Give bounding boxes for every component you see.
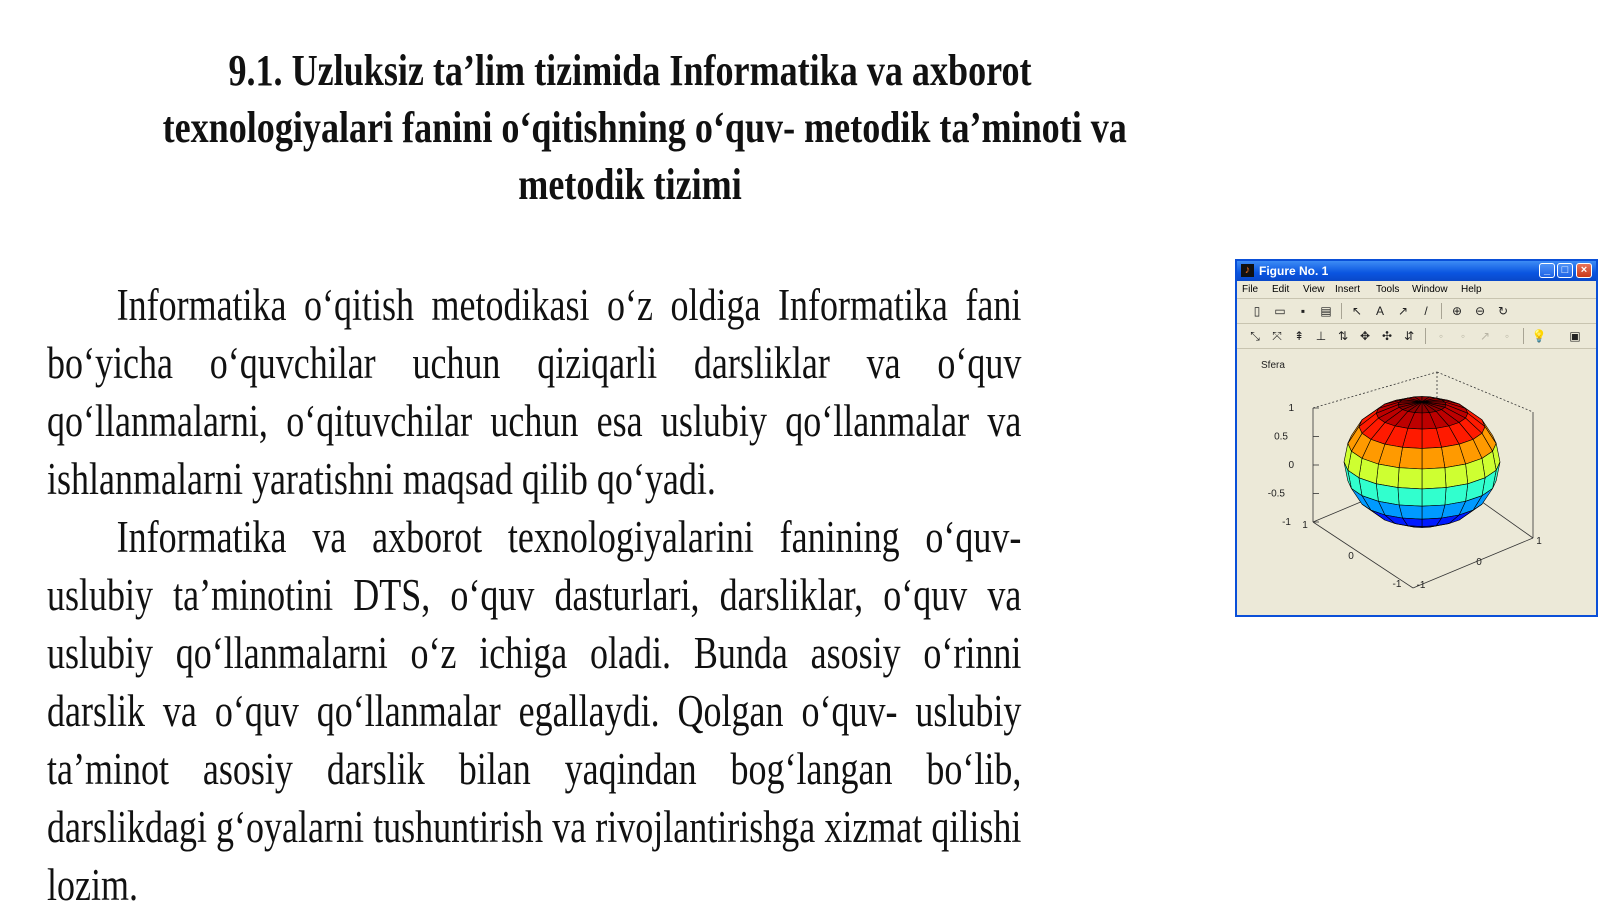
maximize-button[interactable]: □	[1557, 263, 1573, 278]
menu-tools[interactable]: Tools	[1376, 284, 1400, 295]
close-button[interactable]: ×	[1576, 263, 1592, 278]
layout-icon[interactable]: ▣	[1569, 329, 1581, 343]
z-tick-label: 0.5	[1274, 431, 1288, 443]
menu-insert[interactable]: Insert	[1335, 284, 1361, 295]
sphere-patch	[1422, 488, 1446, 507]
paragraph-1-text: Informatika o‘qitish metodikasi o‘z oldiga Informatika fani bo‘yicha o‘quvchilar uchun qiziqarli darsliklar va o‘quv qo‘llanmalarni, o‘qituvchilar uchun esa uslubiy qo‘llanmalar va ishlanmalarni yaratishni maqsad qilib qo‘yadi.	[47, 280, 1022, 504]
sphere-patch	[1422, 447, 1445, 469]
y-tick-label: 0	[1476, 557, 1482, 568]
new-file-icon[interactable]: ▯	[1253, 304, 1261, 318]
pointer-icon[interactable]: ↖	[1351, 304, 1363, 318]
tool-7-icon[interactable]: ✣	[1381, 329, 1393, 343]
sphere-patch	[1398, 488, 1422, 507]
menu-file[interactable]: File	[1242, 284, 1259, 295]
axis-edge-8	[1413, 538, 1533, 588]
tool-8-icon[interactable]: ⇵	[1403, 329, 1415, 343]
tool-6-icon[interactable]: ✥	[1359, 329, 1371, 343]
tool-10-icon[interactable]: ◦	[1460, 329, 1466, 343]
text-icon[interactable]: A	[1375, 304, 1384, 318]
tool-4-icon[interactable]: ⊥	[1315, 329, 1327, 343]
slide-title	[162, 42, 1127, 213]
line-icon[interactable]: /	[1424, 304, 1428, 318]
paragraph-1	[47, 276, 1021, 508]
sphere-patch	[1376, 464, 1399, 488]
tool-1-icon[interactable]: ⤡	[1250, 329, 1260, 343]
toolbar-camera	[1237, 324, 1596, 349]
arrow-icon[interactable]: ↗	[1397, 304, 1409, 318]
window-title: Figure No. 1	[1259, 264, 1329, 278]
light-icon[interactable]: 💡	[1531, 329, 1547, 343]
save-icon[interactable]: ▪	[1300, 304, 1306, 318]
toolbar-main	[1237, 299, 1596, 324]
paragraph-2	[47, 508, 1021, 914]
sphere-plot	[1237, 352, 1596, 615]
menu-help[interactable]: Help	[1461, 284, 1482, 295]
print-icon[interactable]: ▤	[1320, 304, 1332, 318]
menu-edit[interactable]: Edit	[1272, 284, 1290, 295]
tool-3-icon[interactable]: ⇞	[1293, 329, 1305, 343]
sphere-patch	[1399, 447, 1422, 469]
menu-bar	[1237, 281, 1596, 299]
z-tick-label: -0.5	[1267, 488, 1285, 500]
z-tick-label: 0	[1288, 460, 1294, 471]
body-text	[47, 276, 1021, 914]
tool-12-icon[interactable]: ◦	[1504, 329, 1510, 343]
plot-title: Sfera	[1261, 360, 1285, 371]
tool-2-icon[interactable]: ⤧	[1272, 329, 1282, 343]
z-tick-label: -1	[1282, 517, 1291, 528]
tool-5-icon[interactable]: ⇅	[1337, 329, 1349, 343]
y-tick-label: 1	[1536, 536, 1542, 547]
tool-11-icon[interactable]: ↗	[1479, 329, 1491, 343]
minimize-button[interactable]: _	[1539, 263, 1555, 278]
x-tick-label: 1	[1302, 520, 1308, 531]
sphere-patch	[1445, 464, 1468, 488]
title-line-1: 9.1. Uzluksiz ta’lim tizimida Informatika va axborot	[228, 46, 1032, 95]
matlab-figure-window[interactable]	[1235, 259, 1598, 617]
sphere-patch	[1398, 468, 1422, 489]
title-line-2: texnologiyalari fanini o‘qitishning o‘quv- metodik ta’minoti va	[162, 103, 1127, 152]
menu-view[interactable]: View	[1303, 284, 1325, 295]
zoom-in-icon[interactable]: ⊕	[1451, 304, 1463, 318]
zoom-out-icon[interactable]: ⊖	[1474, 304, 1486, 318]
title-line-3: metodik tizimi	[518, 160, 742, 209]
tool-9-icon[interactable]: ◦	[1438, 329, 1444, 343]
open-folder-icon[interactable]: ▭	[1274, 304, 1286, 318]
x-tick-label: 0	[1348, 551, 1354, 562]
matlab-logo-icon: ♪	[1241, 264, 1254, 277]
x-tick-label: -1	[1392, 579, 1402, 590]
y-tick-label: -1	[1416, 580, 1426, 591]
menu-window[interactable]: Window	[1412, 284, 1448, 295]
z-tick-label: 1	[1288, 403, 1294, 414]
plot-area[interactable]	[1237, 352, 1596, 615]
sphere-patch	[1422, 468, 1446, 489]
paragraph-2-text: Informatika va axborot texnologiyalarini fanining o‘quv- uslubiy ta’minotini DTS, o‘quv dasturlari, darsliklar, o‘quv va uslubiy qo‘llanmalarni o‘z ichiga oladi. Bunda asosiy o‘rinni darslik va o‘quv qo‘llanmalar egallaydi. Qolgan o‘quv- uslubiy ta’minot asosiy darslik bilan yaqindan bog‘langan bo‘lib, darslikdagi g‘oyalarni tushuntirish va rivojlantirishga xizmat qilishi lozim.	[47, 512, 1022, 910]
rotate-icon[interactable]: ↻	[1497, 304, 1509, 318]
window-titlebar[interactable]	[1237, 261, 1596, 281]
sphere-patch	[1422, 505, 1445, 519]
